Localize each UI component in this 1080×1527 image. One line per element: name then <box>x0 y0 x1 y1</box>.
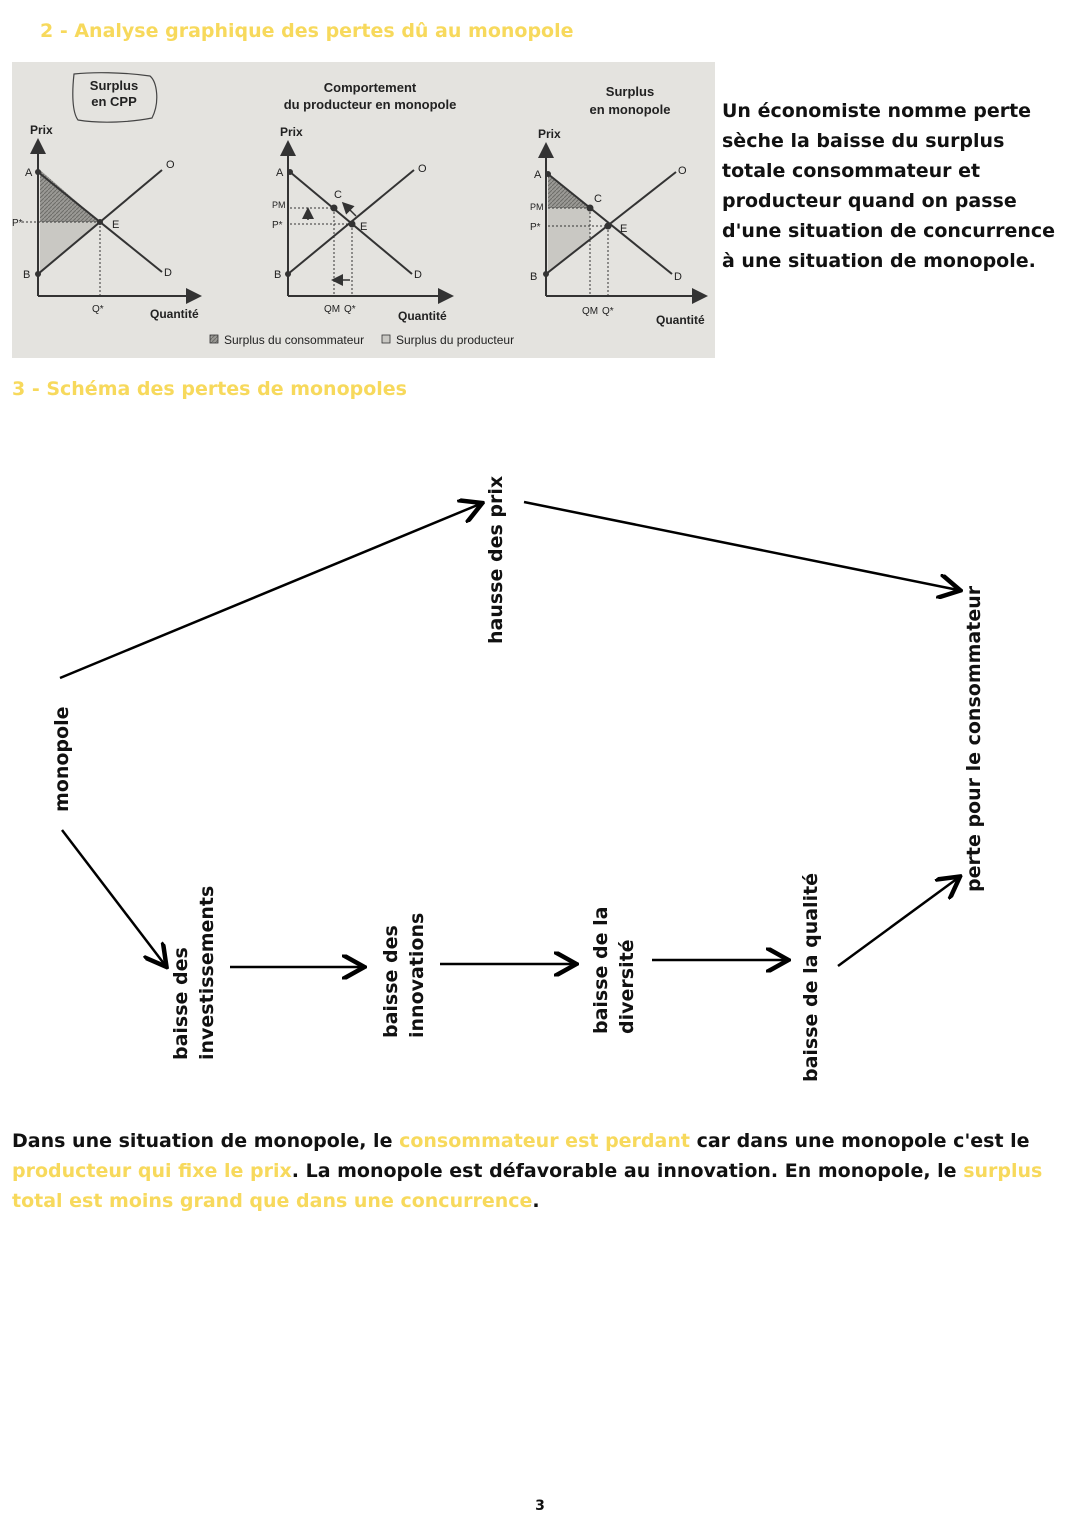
panel3-title-1: Surplus <box>605 84 655 99</box>
panel2-pm: PM <box>272 200 286 210</box>
node-diversite-line2: diversité <box>616 939 638 1034</box>
panel1-A: A <box>25 167 33 179</box>
panel3-title-2: en monopole <box>589 102 671 117</box>
panel2-B: B <box>274 269 282 281</box>
legend-producer: Surplus du producteur <box>396 333 515 347</box>
dead-weight-loss-definition: Un économiste nomme perte sèche la baisse du surplus totale consommateur et producteur quand on passe d'une situation de concurrence à une situation de monopole. <box>722 100 1056 272</box>
panel3-A: A <box>534 169 542 181</box>
panel3-pstar: P* <box>530 222 541 233</box>
panel2-axis-x: Quantité <box>398 309 447 323</box>
conclusion-part-1: Dans une situation de monopole, le <box>12 1130 400 1152</box>
panel2-C: C <box>334 189 342 201</box>
monopoly-graphs-figure <box>12 62 715 358</box>
panel3-D: D <box>674 271 682 283</box>
panel1-title-1: Surplus <box>89 78 139 93</box>
panel3-O: O <box>678 165 687 177</box>
panel1-axis-x: Quantité <box>150 307 199 321</box>
node-diversite-line1: baisse de la <box>590 906 612 1034</box>
figure-legend <box>210 333 514 347</box>
conclusion-part-2: car dans une monopole c'est le <box>689 1130 1030 1152</box>
panel2-A: A <box>276 167 284 179</box>
arrow-prix-to-perte <box>524 502 958 590</box>
panel1-B: B <box>23 269 31 281</box>
panel2-qm: QM <box>324 304 341 315</box>
node-monopole: monopole <box>51 706 73 812</box>
legend-consumer: Surplus du consommateur <box>224 333 365 347</box>
arrow-monopole-to-prix <box>60 504 480 678</box>
panel2-D: D <box>414 269 422 281</box>
node-perte-consommateur: perte pour le consommateur <box>963 585 985 892</box>
panel2-qstar: Q* <box>344 304 356 315</box>
panel1-title-2: en CPP <box>91 94 137 109</box>
conclusion-highlight-2: producteur qui fixe le prix <box>12 1160 292 1182</box>
panel1-D: D <box>164 267 172 279</box>
graphs-svg <box>12 62 715 358</box>
panel2-E: E <box>360 221 368 233</box>
panel3-E: E <box>620 223 628 235</box>
node-investissements <box>168 886 220 1060</box>
panel2-title-2: du producteur en monopole <box>283 97 457 112</box>
conclusion-paragraph <box>12 1126 1062 1216</box>
arrow-qualite-to-perte <box>838 878 958 966</box>
node-hausse-prix: hausse des prix <box>485 475 507 644</box>
node-qualite: baisse de la qualité <box>800 872 822 1082</box>
conclusion-part-3: . La monopole est défavorable au innovation. En monopole, le <box>291 1160 964 1182</box>
panel1-axis-y: Prix <box>30 123 53 137</box>
graph-panel-cpp <box>12 73 199 321</box>
panel3-B: B <box>530 271 538 283</box>
panel1-O: O <box>166 159 175 171</box>
panel3-qm: QM <box>582 306 599 317</box>
conclusion-highlight-3: surplus total est moins grand que dans une concurrence <box>12 1160 1043 1212</box>
panel2-title-1: Comportement <box>323 80 417 95</box>
node-innovations-line1: baisse des <box>380 925 402 1038</box>
node-investissements-line2: investissements <box>196 885 218 1060</box>
section-3-heading: 3 - Schéma des pertes de monopoles <box>12 378 407 400</box>
panel3-qstar: Q* <box>602 306 614 317</box>
conclusion-part-4: . <box>532 1190 540 1212</box>
arrow-monopole-to-investissements <box>62 830 165 965</box>
graph-panel-monopoly-behaviour <box>272 80 456 323</box>
panel3-pm: PM <box>530 202 544 212</box>
panel2-axis-y: Prix <box>280 125 303 139</box>
node-diversite <box>588 907 640 1035</box>
node-innovations-line2: innovations <box>406 912 428 1038</box>
panel3-axis-x: Quantité <box>656 313 705 327</box>
section-2-heading: 2 - Analyse graphique des pertes dû au monopole <box>40 20 574 42</box>
panel1-pstar: P* <box>12 218 23 229</box>
node-innovations <box>378 913 430 1038</box>
conclusion-highlight-1: consommateur est perdant <box>399 1130 690 1152</box>
panel3-axis-y: Prix <box>538 127 561 141</box>
panel1-qstar: Q* <box>92 304 104 315</box>
page-number: 3 <box>535 1498 545 1514</box>
panel1-E: E <box>112 219 120 231</box>
panel2-O: O <box>418 163 427 175</box>
graph-panel-monopoly-surplus <box>530 84 705 327</box>
node-investissements-line1: baisse des <box>170 947 192 1060</box>
panel2-pstar: P* <box>272 220 283 231</box>
panel3-C: C <box>594 193 602 205</box>
